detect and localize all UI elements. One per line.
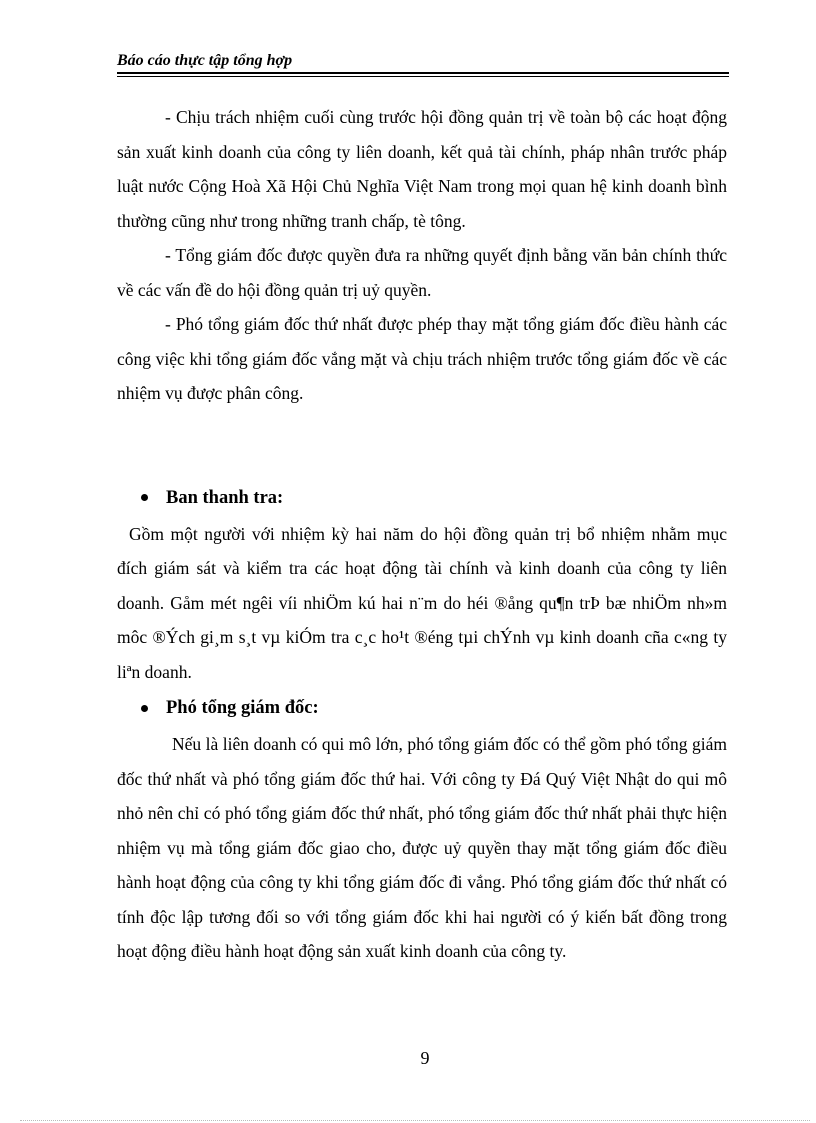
heading-pho-tong-giam-doc bbox=[117, 689, 727, 727]
document-body bbox=[117, 100, 727, 969]
bullet-icon bbox=[141, 705, 148, 712]
page-bottom-border bbox=[20, 1120, 810, 1121]
header-rule-thick bbox=[117, 72, 729, 74]
spacer bbox=[117, 411, 727, 479]
paragraph-inspection-board: Gồm một người với nhiệm kỳ hai năm do hội đồng quản trị bổ nhiệm nhằm mục đích giám sát và kiểm tra các hoạt động tài chính và kinh doanh của công ty liên doanh. Gåm mét ngêi víi nhiÖm kú hai n¨m do héi ®ång qu¶n trÞ bæ nhiÖm nh»m môc ®Ých gi¸m s¸t vµ kiÓm tra c¸c ho¹t ®éng tµi chÝnh vµ kinh doanh cña c«ng ty liªn doanh. bbox=[117, 523, 727, 682]
header-rule-thin bbox=[117, 76, 729, 77]
heading-text: Ban thanh tra: bbox=[166, 487, 284, 508]
paragraph-deputy-director: Nếu là liên doanh có qui mô lớn, phó tổng giám đốc có thể gồm phó tổng giám đốc thứ nhất và phó tổng giám đốc thứ hai. Với công ty Đá Quý Việt Nhật do qui mô nhỏ nên chỉ có phó tổng giám đốc thứ nhất, phó tổng giám đốc thứ nhất phải thực hiện nhiệm vụ mà tổng giám đốc giao cho, được uỷ quyền thay mặt tổng giám đốc điều hành hoạt động của công ty khi tổng giám đốc đi vắng. Phó tổng giám đốc thứ nhất có tính độc lập tương đối so với tổng giám đốc khi hai người có ý kiến bất đồng trong hoạt động điều hành hoạt động sản xuất kinh doanh của công ty. bbox=[117, 734, 727, 961]
paragraph-ceo-authority: - Tổng giám đốc được quyền đưa ra những quyết định bằng văn bản chính thức về các vấn đề do hội đồng quản trị uỷ quyền. bbox=[117, 245, 727, 300]
heading-text: Phó tổng giám đốc: bbox=[166, 698, 319, 718]
running-header: Báo cáo thực tập tổng hợp bbox=[117, 52, 293, 69]
paragraph-deputy-first: - Phó tổng giám đốc thứ nhất được phép thay mặt tổng giám đốc điều hành các công việc khi tổng giám đốc vắng mặt và chịu trách nhiệm trước tổng giám đốc về các nhiệm vụ được phân công. bbox=[117, 314, 727, 403]
paragraph-ceo-responsibility: - Chịu trách nhiệm cuối cùng trước hội đồng quản trị về toàn bộ các hoạt động sản xuất kinh doanh của công ty liên doanh, kết quả tài chính, pháp nhân trước pháp luật nước Cộng Hoà Xã Hội Chủ Nghĩa Việt Nam trong mọi quan hệ kinh doanh bình thường cũng như trong những tranh chấp, tè tông. bbox=[117, 107, 727, 231]
heading-ban-thanh-tra bbox=[117, 479, 727, 517]
page-number: 9 bbox=[420, 1048, 430, 1068]
bullet-icon bbox=[141, 494, 148, 501]
